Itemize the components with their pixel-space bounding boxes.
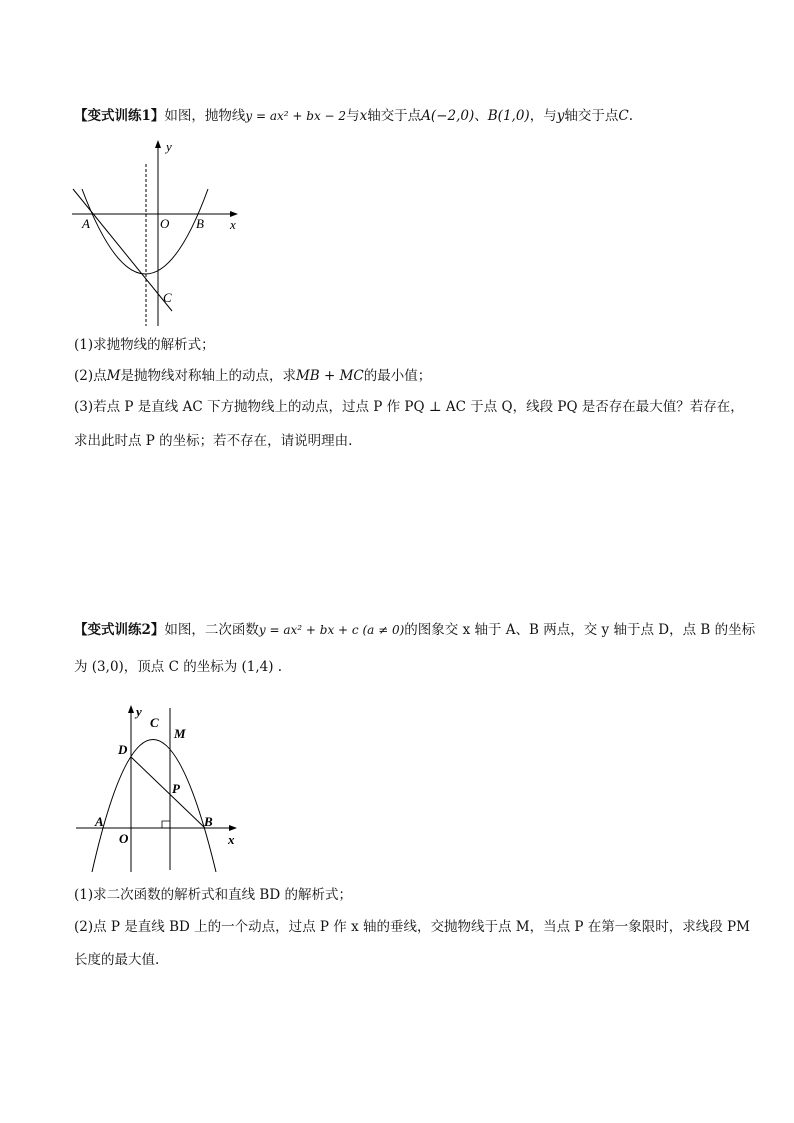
problem1-q2-m: M	[106, 368, 121, 384]
p2-label-b: B	[204, 814, 213, 829]
p2-parabola	[92, 740, 216, 873]
problem1-point-c: C	[618, 108, 629, 124]
p2-label-x: x	[228, 832, 235, 847]
problem1-intro-c: 轴交于点	[367, 108, 422, 124]
problem1-sep: 、	[474, 108, 488, 124]
problem2-q2-line1: (2)点 P 是直线 BD 上的一个动点，过点 P 作 x 轴的垂线，交抛物线于点 M，当点 P 在第一象限时，求线段 PM	[74, 919, 750, 935]
p1-label-a: A	[82, 216, 90, 231]
problem1-equation: y = ax² + bx − 2	[245, 109, 347, 123]
problem1-x-var: x	[359, 108, 368, 124]
p2-right-angle	[162, 821, 170, 828]
problem1-intro-e: 轴交于点	[564, 108, 619, 124]
problem1-q2-a: (2)点	[74, 368, 107, 384]
p2-line-db	[131, 757, 205, 828]
problem1-statement	[74, 106, 734, 126]
problem1-heading: 【变式训练1】	[74, 108, 165, 124]
problem1-q2	[74, 366, 734, 386]
p1-label-b: B	[196, 216, 204, 231]
problem1-intro-b: 与	[346, 108, 360, 124]
problem1-intro-d: ，与	[529, 108, 557, 124]
problem1-y-var: y	[556, 108, 565, 124]
problem1-q2-expr: MB + MC	[295, 368, 364, 384]
p2-y-axis-arrow	[128, 705, 134, 713]
problem1-intro-end: .	[628, 108, 633, 124]
problem1-point-b: B(1,0)	[487, 108, 530, 124]
problem1-intro-a: 如图，抛物线	[164, 108, 246, 124]
problem2-q1: (1)求二次函数的解析式和直线 BD 的解析式；	[74, 887, 352, 903]
problem2-line1	[74, 620, 756, 640]
problem1-q3-line2: 求出此时点 P 的坐标；若不存在，请说明理由.	[74, 433, 353, 449]
p2-label-o: O	[119, 831, 129, 846]
p2-label-p: P	[172, 781, 180, 796]
p1-parabola	[82, 189, 208, 274]
p1-label-o: O	[160, 216, 170, 231]
p2-label-c: C	[150, 715, 159, 730]
p1-line-ac	[73, 189, 172, 311]
problem2-line1-a: 如图，二次函数	[164, 622, 259, 638]
p2-x-axis-arrow	[229, 825, 237, 831]
problem2-heading: 【变式训练2】	[74, 622, 165, 638]
p1-label-y: y	[166, 139, 172, 154]
problem1-figure	[68, 136, 248, 331]
problem2-line1-b: 的图象交 x 轴于 A、B 两点，交 y 轴于点 D，点 B 的坐标	[404, 622, 756, 638]
p1-label-c: C	[163, 290, 172, 305]
p2-label-a: A	[95, 814, 104, 829]
p2-label-y: y	[136, 704, 142, 719]
problem1-point-a: A(−2,0)	[421, 108, 475, 124]
problem2-line2: 为 (3,0)，顶点 C 的坐标为 (1,4) .	[74, 659, 283, 675]
problem1-q3-line1: (3)若点 P 是直线 AC 下方抛物线上的动点，过点 P 作 PQ ⊥ AC 于点 Q，线段 PQ 是否存在最大值？若存在，	[74, 399, 744, 415]
p1-label-x: x	[230, 217, 236, 232]
p2-label-d: D	[118, 742, 128, 757]
problem1-q2-b: 是抛物线对称轴上的动点，求	[120, 368, 296, 384]
problem2-equation: y = ax² + bx + c (a ≠ 0)	[258, 623, 405, 637]
p2-label-m: M	[174, 726, 186, 741]
problem2-q2-line2: 长度的最大值.	[74, 952, 160, 968]
problem1-q2-c: 的最小值；	[363, 368, 432, 384]
p1-y-axis-arrow	[155, 140, 161, 148]
problem2-figure	[72, 702, 248, 874]
problem1-q1: (1)求抛物线的解析式；	[74, 337, 215, 353]
